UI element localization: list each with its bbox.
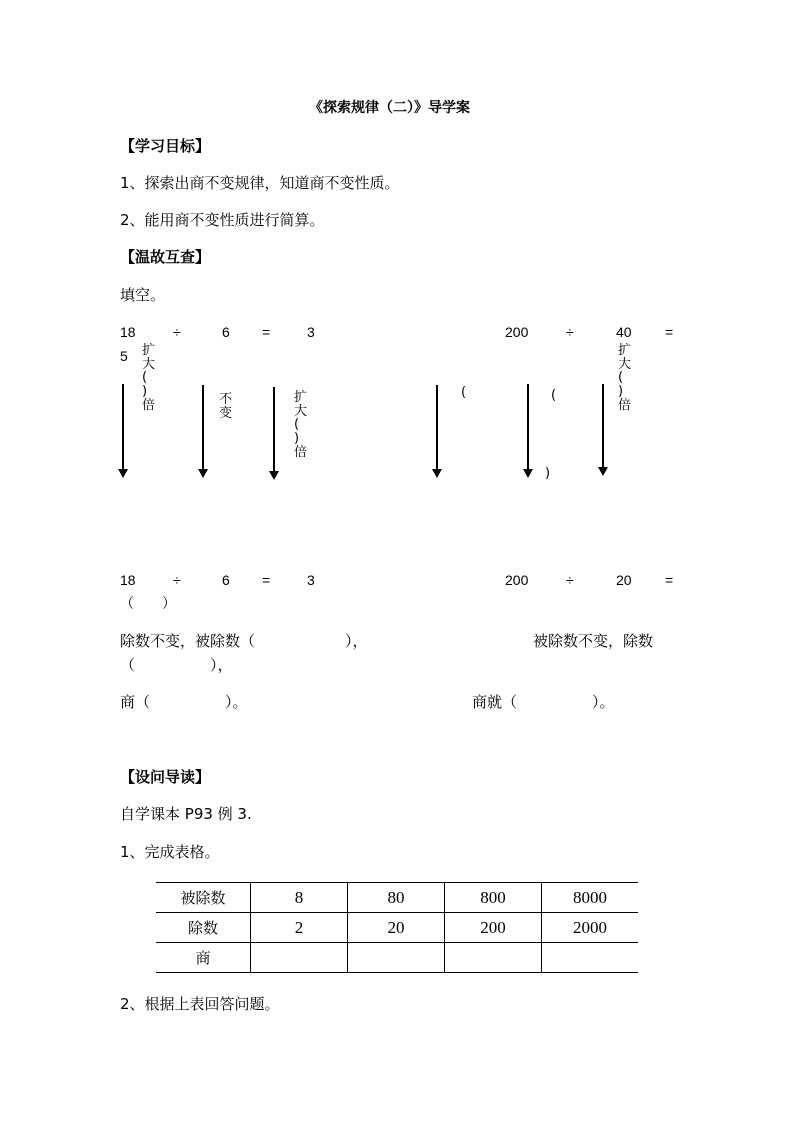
eq2-quotient: 5 [120, 348, 128, 364]
table-row [156, 883, 638, 913]
eq1-equals: = [262, 324, 271, 340]
eq1-divisor: 6 [222, 324, 230, 340]
table-row-label: 被除数 [156, 883, 251, 913]
annotation-expand-1: 扩 大 ( ) 倍 [142, 343, 156, 413]
eq1-dividend: 18 [120, 324, 136, 340]
eq3-quotient: 3 [307, 572, 315, 588]
guide-question-1: 1、完成表格。 [120, 843, 220, 861]
table-cell: 8000 [542, 883, 639, 913]
table-row [156, 913, 638, 943]
eq4-blank: （ ） [120, 595, 176, 611]
eq4-divide-sign: ÷ [566, 572, 574, 588]
fill-line-right-3: 商就（ ）。 [472, 693, 615, 711]
down-arrow-icon [273, 387, 275, 472]
review-instruction: 填空。 [120, 286, 166, 304]
table-cell-answer[interactable] [542, 943, 639, 973]
eq2-divisor: 40 [616, 324, 632, 340]
fill-line-left-1: 除数不变，被除数（ ）， [120, 632, 368, 650]
down-arrow-icon [122, 384, 124, 470]
eq4-dividend: 200 [505, 572, 529, 588]
table-cell-answer[interactable] [251, 943, 348, 973]
fill-line-left-2: （ ）， [120, 656, 233, 674]
fill-line-left-3: 商（ ）。 [120, 693, 248, 711]
annotation-paren-1: ( [461, 385, 467, 400]
table-cell-answer[interactable] [348, 943, 445, 973]
eq4-divisor: 20 [616, 572, 632, 588]
annotation-paren-2-close: ) [545, 466, 551, 481]
guide-question-2: 2、根据上表回答问题。 [120, 995, 280, 1013]
table-row-label: 商 [156, 943, 251, 973]
eq1-quotient: 3 [307, 324, 315, 340]
table-row-label: 除数 [156, 913, 251, 943]
table-cell-answer[interactable] [445, 943, 542, 973]
eq3-equals: = [262, 572, 271, 588]
fill-line-right-1: 被除数不变，除数 [533, 632, 654, 650]
table-cell: 20 [348, 913, 445, 943]
eq2-divide-sign: ÷ [566, 324, 574, 340]
eq1-divide-sign: ÷ [173, 324, 181, 340]
annotation-unchanged: 不 变 [219, 392, 233, 421]
page-title: 《探索规律（二）》导学案 [309, 100, 470, 116]
annotation-expand-2: 扩 大 ( ) 倍 [294, 390, 308, 460]
goal-item: 1、探索出商不变规律，知道商不变性质。 [120, 174, 400, 192]
table-cell: 2000 [542, 913, 639, 943]
eq2-dividend: 200 [505, 324, 529, 340]
eq3-dividend: 18 [120, 572, 136, 588]
annotation-paren-2: ( [551, 388, 557, 403]
down-arrow-icon [527, 384, 529, 470]
section-heading-goals: 【学习目标】 [120, 137, 211, 155]
section-heading-guide: 【设问导读】 [120, 768, 211, 786]
table-cell: 2 [251, 913, 348, 943]
down-arrow-icon [202, 385, 204, 470]
guide-intro: 自学课本 P93 例 3. [120, 805, 252, 823]
table-cell: 800 [445, 883, 542, 913]
division-table [156, 882, 638, 973]
table-cell: 8 [251, 883, 348, 913]
annotation-expand-3: 扩 大 ( ) 倍 [618, 343, 632, 413]
eq3-divide-sign: ÷ [173, 572, 181, 588]
table-row [156, 943, 638, 973]
goal-item: 2、能用商不变性质进行简算。 [120, 211, 325, 229]
eq2-equals: = [665, 324, 674, 340]
down-arrow-icon [602, 384, 604, 468]
eq4-equals: = [665, 572, 674, 588]
eq3-divisor: 6 [222, 572, 230, 588]
table-cell: 200 [445, 913, 542, 943]
down-arrow-icon [436, 385, 438, 470]
section-heading-review: 【温故互查】 [120, 248, 211, 266]
table-cell: 80 [348, 883, 445, 913]
